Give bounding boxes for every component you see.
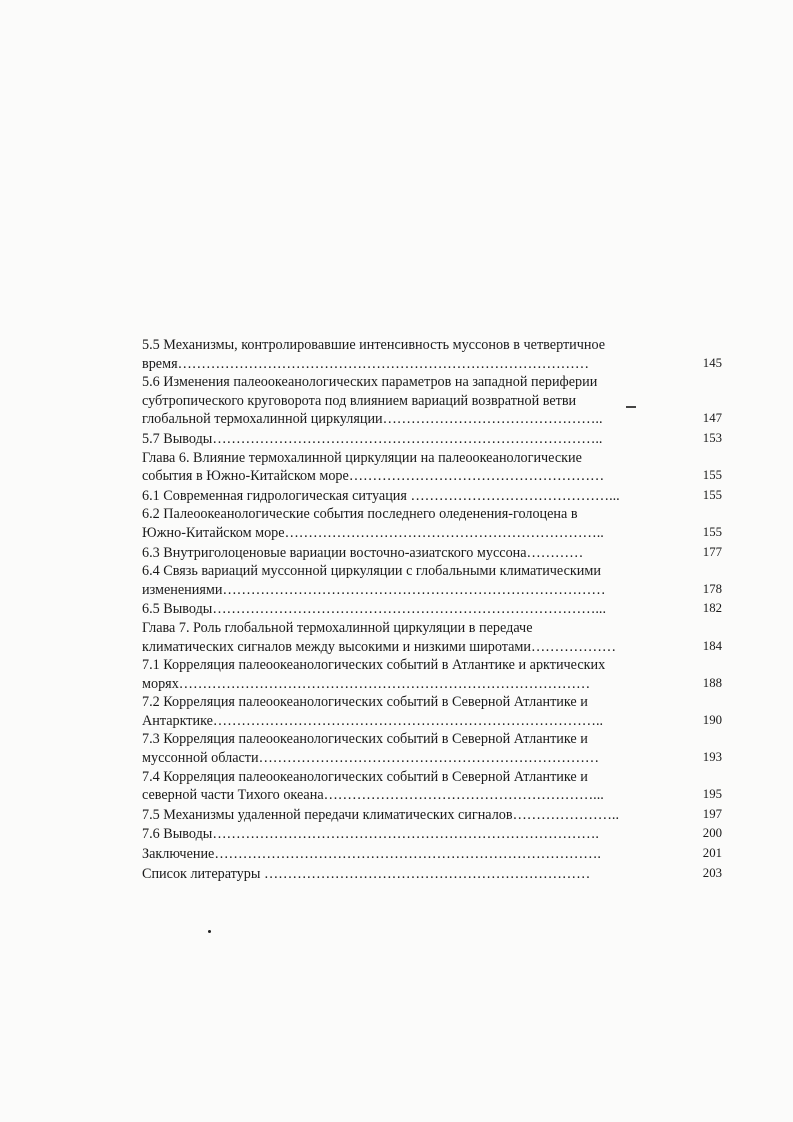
toc-entry-page: 178 [702,581,722,596]
toc-entry-page: 203 [702,865,722,880]
toc-entry-page: 145 [702,355,722,370]
toc-entry-line: 5.5 Механизмы, контролировавшие интенсивность муссонов в четвертичное [142,337,606,353]
scan-speck [626,406,636,408]
toc-entry-title [142,768,684,805]
toc-entry [142,824,722,844]
toc-entry-title [142,562,684,599]
toc-entry-line: 6.5 Выводы………………………………………………………………………... [142,601,607,618]
toc-entry [142,429,722,449]
toc-entry [142,805,722,825]
toc-entry-page: 197 [702,806,722,821]
toc-entry [142,562,722,599]
toc-entry-line: 6.1 Современная гидрологическая ситуация ……………………………………... [142,487,620,504]
toc-entry [142,505,722,542]
toc-entry-page: 193 [702,750,722,765]
toc-entry-title [142,619,684,656]
toc-entry-line: 6.3 Внутриголоценовые вариации восточно-азиатского муссона………… [142,544,584,561]
toc-entry-line: 7.6 Выводы………………………………………………………………………. [142,826,599,843]
toc-entry-line: 6.2 Палеоокеанологические события последнего оледенения-голоцена в [142,506,578,523]
toc-entry-line: Южно-Китайском море………………………………………………………….. [142,524,604,541]
toc-entry-title [142,449,684,486]
toc-entry [142,486,722,506]
toc-entry-page: 188 [702,675,722,690]
toc-entry-line: 7.4 Корреляция палеоокеанологических событий в Северной Атлантике и [142,768,588,785]
toc-entry-page: 155 [702,487,722,502]
toc-entry-page: 190 [702,712,722,727]
toc-entry-title [142,730,684,767]
toc-entry-line: изменениями……………………………………………………………………… [142,581,606,598]
toc-entry-page: 184 [702,638,722,653]
toc-entry [142,864,722,884]
toc-entry-page: 201 [702,846,722,861]
toc-entry-title [142,825,684,844]
scan-dot [208,930,211,933]
toc-entry-page: 147 [702,411,722,426]
toc-entry-line: климатических сигналов между высокими и низкими широтами……………… [142,638,617,655]
table-of-contents [142,336,722,883]
toc-entry [142,599,722,619]
toc-entry-line: Глава 7. Роль глобальной термохалинной циркуляции в передаче [142,619,533,636]
toc-entry-title [142,845,684,864]
toc-entry-line: муссонной области……………………………………………………………… [142,750,600,767]
toc-entry-title [142,600,684,619]
toc-entry-line: Антарктике……………………………………………………………………….. [142,712,604,729]
toc-entry [142,844,722,864]
toc-entry-line: морях…………………………………………………………………………… [142,675,591,692]
toc-entry-title [142,693,684,730]
toc-entry-title [142,336,684,373]
toc-entry-title [142,544,684,563]
toc-entry-line: 6.4 Связь вариаций муссонной циркуляции с глобальными климатическими [142,563,601,580]
toc-entry-line: 7.3 Корреляция палеоокеанологических событий в Северной Атлантике и [142,731,588,748]
toc-entry [142,543,722,563]
toc-entry-line: северной части Тихого океана…………………………………………………... [142,787,604,804]
toc-entry-page: 200 [702,826,722,841]
toc-entry-page: 177 [702,544,722,559]
toc-entry-line: 5.6 Изменения палеоокеанологических параметров на западной периферии [142,374,598,391]
toc-entry [142,730,722,767]
toc-entry-title [142,806,684,825]
toc-entry-page: 153 [702,430,722,445]
toc-entry-title [142,505,684,542]
toc-entry-line: 5.7 Выводы……………………………………………………………………….. [142,430,603,447]
toc-entry [142,336,722,373]
toc-entry-title [142,373,684,429]
toc-entry [142,619,722,656]
toc-entry-title [142,430,684,449]
toc-entry-line: 7.2 Корреляция палеоокеанологических событий в Северной Атлантике и [142,694,588,711]
toc-entry-title [142,656,684,693]
toc-entry-title [142,487,684,506]
toc-entry-page: 195 [702,787,722,802]
toc-entry-line: 7.1 Корреляция палеоокеанологических событий в Атлантике и арктических [142,657,606,674]
toc-entry-line: глобальной термохалинной циркуляции……………………………………….. [142,411,603,428]
toc-entry-line: 7.5 Механизмы удаленной передачи климатических сигналов………………….. [142,806,619,823]
toc-entry-line: время…………………………………………………………………………… [142,355,590,372]
toc-entry-line: Список литературы …………………………………………………………… [142,865,591,882]
toc-entry [142,693,722,730]
toc-entry-line: Заключение………………………………………………………………………. [142,846,601,863]
toc-entry [142,449,722,486]
toc-entry-title [142,865,684,884]
toc-entry-page: 182 [702,601,722,616]
toc-entry-line: события в Южно-Китайском море……………………………………………… [142,468,605,485]
toc-entry [142,373,722,429]
toc-entry [142,768,722,805]
toc-entry-page: 155 [702,468,722,483]
toc-entry-line: Глава 6. Влияние термохалинной циркуляции на палеоокеанологические [142,449,582,466]
toc-entry-page: 155 [702,524,722,539]
toc-entry [142,656,722,693]
toc-entry-line: субтропического круговорота под влиянием вариаций возвратной ветви [142,392,577,409]
